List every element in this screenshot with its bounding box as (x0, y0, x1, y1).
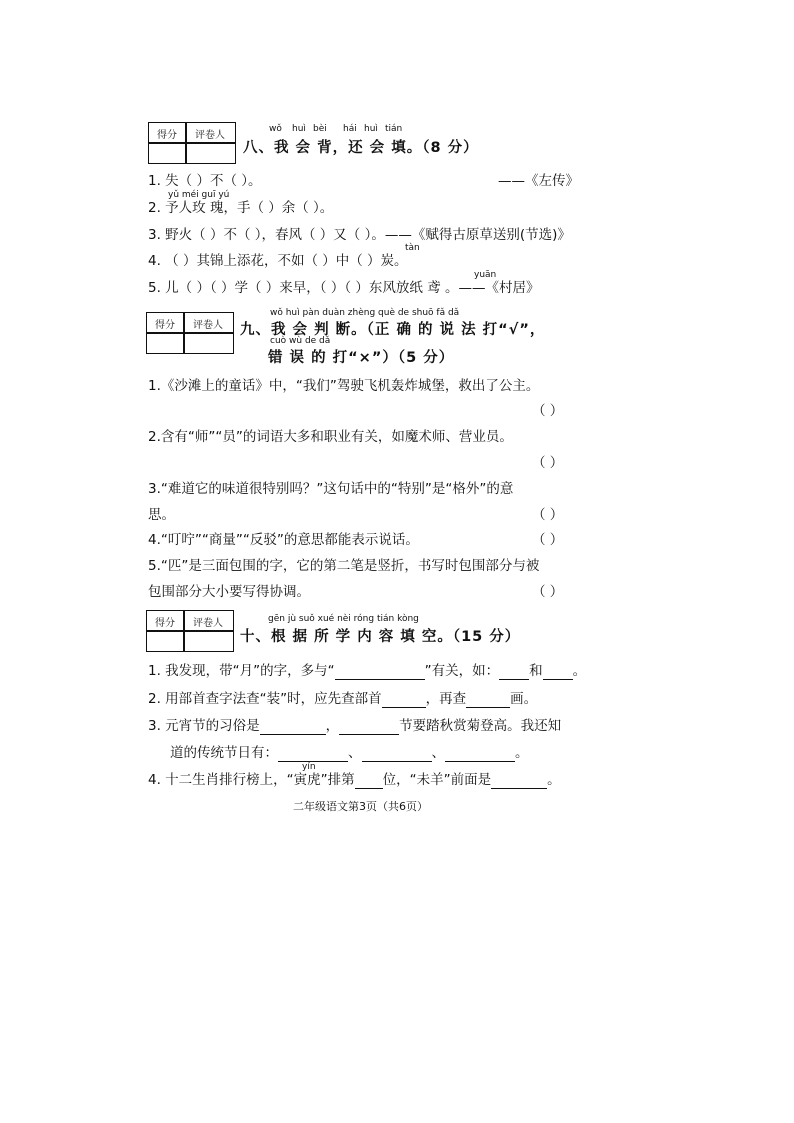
s9-item-2: 2.含有“师”“员”的词语大多和职业有关，如魔术师、营业员。 (148, 429, 513, 445)
divider (149, 142, 235, 144)
score-label: 得分 (155, 320, 175, 331)
fill-blank[interactable] (543, 665, 573, 680)
divider (147, 332, 233, 334)
score-label: 得分 (155, 618, 175, 629)
s10-item-3-text-d: 道的传统节日有： (170, 745, 278, 761)
score-box-9 (146, 312, 234, 354)
s10-item-3-text-e: 、 (348, 745, 362, 761)
s8-item-2: 2. 予人玫 瑰，手（ ）余（ ）。 (148, 200, 334, 216)
answer-paren: （ ） (532, 584, 564, 600)
s9-item-3-cont: 思。 (148, 507, 175, 523)
pinyin: wǒ huì pàn duàn zhèng què de shuō fǎ dǎ (270, 308, 460, 318)
s9-item-4: 4.“叮咛”“商量”“反驳”的意思都能表示说话。 (148, 532, 419, 548)
pinyin: tàn (405, 243, 420, 253)
s10-item-3-cont (170, 744, 529, 762)
s10-item-1-text-b: ”有关，如： (424, 663, 500, 679)
pinyin: huì (292, 124, 306, 134)
pinyin: yín (302, 762, 316, 772)
section-9-title-cont: 错 误 的 打“×”）（5 分） (268, 350, 455, 366)
score-label: 得分 (157, 130, 177, 141)
page-footer: 二年级语文第3页（共6页） (293, 800, 428, 813)
score-box-8 (148, 122, 236, 164)
s10-item-3-text-g: 。 (515, 745, 529, 761)
fill-blank[interactable] (278, 747, 348, 762)
section-8-title: 八、我 会 背，还 会 填。（8 分） (243, 140, 479, 156)
fill-blank[interactable] (466, 693, 510, 708)
fill-blank[interactable] (491, 774, 547, 789)
s10-item-1-text-c: 和 (529, 663, 543, 679)
section-9-title: 九、我 会 判 断。（正 确 的 说 法 打“√”， (240, 322, 546, 338)
fill-blank[interactable] (260, 720, 326, 735)
fill-blank[interactable] (382, 693, 426, 708)
s10-item-3-text-c: 节要踏秋赏菊登高。我还知 (399, 718, 562, 734)
pinyin: yuān (474, 270, 497, 280)
fill-blank[interactable] (355, 774, 383, 789)
s10-item-4 (148, 771, 561, 789)
s10-item-2-text-c: 画。 (510, 691, 538, 707)
pinyin: tián (385, 124, 403, 134)
section-10-title: 十、根 据 所 学 内 容 填 空。（15 分） (240, 629, 521, 645)
s8-item-1-source: ——《左传》 (498, 173, 579, 189)
pinyin: huì (364, 124, 378, 134)
answer-paren: （ ） (532, 455, 564, 471)
s10-item-4-text-a: 4. 十二生肖排行榜上，“寅虎”排第 (148, 772, 355, 788)
s10-item-4-text-c: 。 (547, 772, 561, 788)
s10-item-2-text-b: ，再查 (425, 691, 467, 707)
s10-item-2 (148, 690, 537, 708)
fill-blank[interactable] (362, 747, 432, 762)
pinyin: cuò wù de dǎ (270, 336, 331, 346)
pinyin: gēn jù suǒ xué nèi róng tián kòng (268, 614, 419, 624)
s9-item-3: 3.“难道它的味道很特别吗？”这句话中的“特别”是“格外”的意 (148, 481, 514, 497)
s8-item-1: 1. 失（ ）不（ ）。 (148, 173, 262, 189)
pinyin: yǔ méi guī yú (168, 190, 230, 200)
grader-label: 评卷人 (193, 320, 223, 331)
grader-label: 评卷人 (195, 130, 225, 141)
grader-label: 评卷人 (193, 618, 223, 629)
s9-item-5: 5.“匹”是三面包围的字，它的第二笔是竖折，书写时包围部分与被 (148, 558, 540, 574)
score-box-10 (146, 610, 234, 652)
answer-paren: （ ） (532, 507, 564, 523)
s9-item-5-cont: 包围部分大小要写得协调。 (148, 584, 310, 600)
pinyin: bèi (313, 124, 327, 134)
s10-item-3 (148, 717, 561, 735)
s10-item-4-text-b: 位，“未羊”前面是 (382, 772, 492, 788)
fill-blank[interactable] (335, 665, 425, 680)
fill-blank[interactable] (499, 665, 529, 680)
s10-item-3-text-f: 、 (431, 745, 445, 761)
s10-item-1-text-d: 。 (572, 663, 587, 679)
answer-paren: （ ） (532, 403, 564, 419)
s10-item-2-text-a: 2. 用部首查字法查“装”时，应先查部首 (148, 691, 382, 707)
s8-item-4: 4. （ ）其锦上添花，不如（ ）中（ ）炭。 (148, 253, 408, 269)
fill-blank[interactable] (445, 747, 515, 762)
s10-item-3-text-a: 3. 元宵节的习俗是 (148, 718, 260, 734)
divider (147, 630, 233, 632)
fill-blank[interactable] (339, 720, 399, 735)
s10-item-1 (148, 662, 586, 680)
s8-item-5: 5. 儿（ ）（ ）学（ ）来早，（ ）（ ）东风放纸 鸢 。——《村居》 (148, 280, 540, 296)
s10-item-1-text-a: 1. 我发现，带“月”的字，多与“ (148, 663, 335, 679)
answer-paren: （ ） (532, 532, 564, 548)
pinyin: wǒ (269, 124, 282, 134)
pinyin: hái (343, 124, 357, 134)
s8-item-3: 3. 野火（ ）不（ ），春风（ ）又（ ）。——《赋得古原草送别(节选)》 (148, 227, 571, 243)
s9-item-1: 1.《沙滩上的童话》中，“我们”驾驶飞机轰炸城堡，救出了公主。 (148, 378, 540, 394)
s10-item-3-text-b: ， (325, 718, 340, 734)
